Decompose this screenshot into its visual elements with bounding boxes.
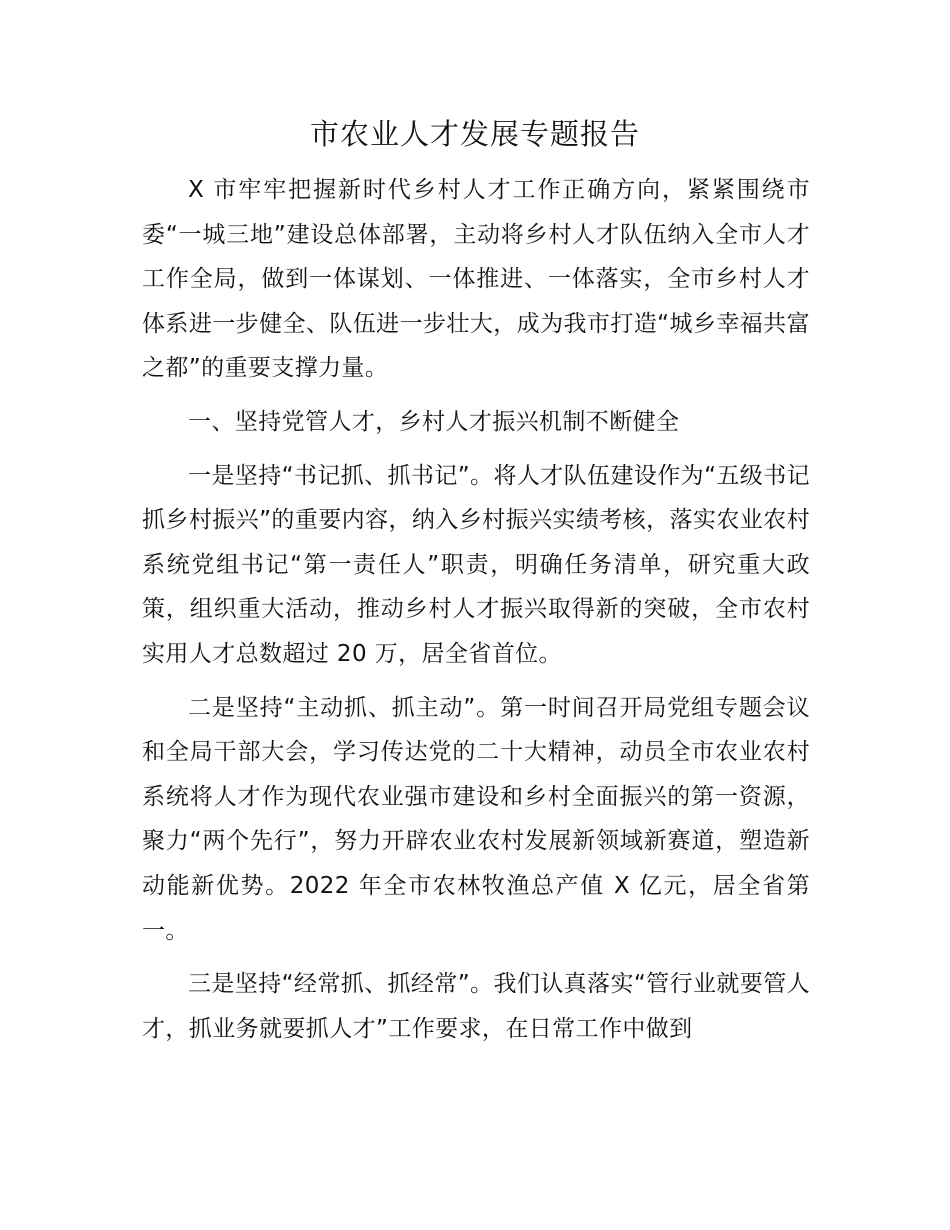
document-body <box>142 168 810 1060</box>
paragraph-point-3: 三是坚持“经常抓、抓经常”。我们认真落实“管行业就要管人才，抓业务就要抓人才”工作要求，在日常工作中做到 <box>142 971 810 1042</box>
section-heading-1: 一、坚持党管人才，乡村人才振兴机制不断健全 <box>188 408 680 435</box>
paragraph-point-2: 二是坚持“主动抓、抓主动”。第一时间召开局党组专题会议和全局干部大会，学习传达党的二十大精神，动员全市农业农村系统将人才作为现代农业强市建设和乡村全面振兴的第一资源，聚力“两个先行”，努力开辟农业农村发展新领域新赛道，塑造新动能新优势。2022 年全市农林牧渔总产值 X 亿元，居全省第一。 <box>142 694 810 944</box>
paragraph-point-1: 一是坚持“书记抓、抓书记”。将人才队伍建设作为“五级书记抓乡村振兴”的重要内容，纳入乡村振兴实绩考核，落实农业农村系统党组书记“第一责任人”职责，明确任务清单，研究重大政策，组织重大活动，推动乡村人才振兴取得新的突破，全市农村实用人才总数超过 20 万，居全省首位。 <box>142 462 810 667</box>
document-title: 市农业人才发展专题报告 <box>309 117 640 151</box>
paragraph-intro: X 市牢牢把握新时代乡村人才工作正确方向，紧紧围绕市委“一城三地”建设总体部署，主动将乡村人才队伍纳入全市人才工作全局，做到一体谋划、一体推进、一体落实，全市乡村人才体系进一步健全、队伍进一步壮大，成为我市打造“城乡幸福共富之都”的重要支撑力量。 <box>142 177 810 382</box>
